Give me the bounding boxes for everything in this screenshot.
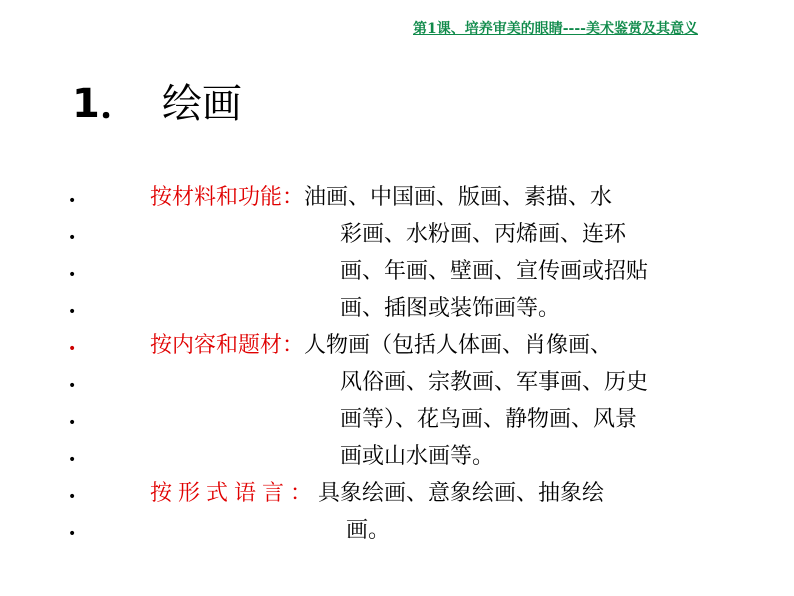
bullet-icon: • xyxy=(68,341,77,357)
lesson-header-link[interactable]: 第1课、培养审美的眼睛----美术鉴赏及其意义 xyxy=(413,21,698,37)
bullet-icon: • xyxy=(68,230,77,246)
section-material-text: 油画、中国画、版画、素描、水 xyxy=(304,185,613,210)
bullet-icon: • xyxy=(68,489,77,505)
section-material-line-3: 画、年画、壁画、宣传画或招贴 xyxy=(340,259,649,284)
section-material-line-2: 彩画、水粉画、丙烯画、连环 xyxy=(340,222,627,247)
bullet-icon: • xyxy=(68,304,77,320)
section-content-line-2: 风俗画、宗教画、军事画、历史 xyxy=(340,370,649,395)
bullet-icon: • xyxy=(68,452,77,468)
title-number: 1． xyxy=(72,81,140,127)
section-content-label: 按内容和题材： xyxy=(150,333,305,358)
title-text: 绘画 xyxy=(161,81,242,127)
section-form-line-2: 画。 xyxy=(346,518,391,543)
section-material-line-1 xyxy=(150,187,612,209)
bullet-icon: • xyxy=(68,415,77,431)
page-title xyxy=(72,72,242,129)
bullet-icon: • xyxy=(68,378,77,394)
section-material-label: 按材料和功能： xyxy=(150,185,305,210)
bullet-icon: • xyxy=(68,267,77,283)
bullet-icon: • xyxy=(68,193,77,209)
section-form-line-1 xyxy=(150,483,604,505)
section-content-line-1 xyxy=(150,335,612,357)
bullet-icon: • xyxy=(68,526,77,542)
section-content-text: 人物画（包括人体画、肖像画、 xyxy=(304,333,613,358)
section-content-line-3: 画等）、花鸟画、静物画、风景 xyxy=(340,407,638,432)
section-form-text: 具象绘画、意象绘画、抽象绘 xyxy=(318,481,605,506)
section-content-line-4: 画或山水画等。 xyxy=(340,444,495,469)
section-form-label: 按形式语言： xyxy=(150,481,319,506)
section-material-line-4: 画、插图或装饰画等。 xyxy=(340,296,561,321)
